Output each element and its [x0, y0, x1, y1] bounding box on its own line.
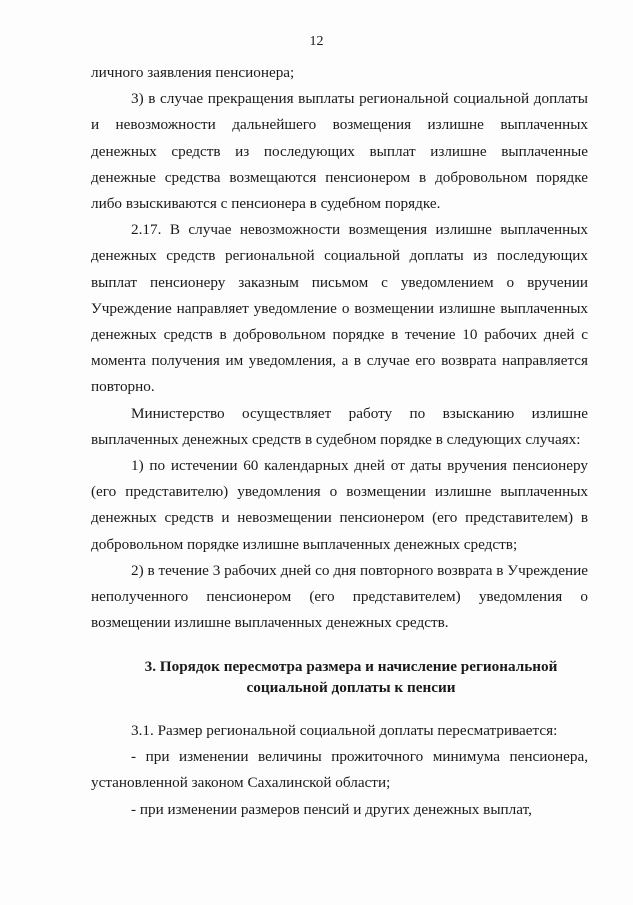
paragraph-2-17: 2.17. В случае невозможности возмещения излишне выплаченных денежных средств региональной социальной доплаты из последующих выплат пенсионеру заказным письмом с уведомлением о вручении Учреждение направляет уведомление о возмещении излишне выплаченных денежных средств в добровольном порядке в течение 10 рабочих дней с момента получения им уведомления, а в случае его возврата направляется повторно. — [91, 221, 588, 396]
paragraph-case-1: 1) по истечении 60 календарных дней от даты вручения пенсионеру (его представителю) уведомления о возмещении излишне выплаченных денежных средств и невозмещении пенсионером (его представителем) в добровольном порядке излишне выплаченных денежных средств; — [91, 457, 588, 553]
section-heading-line-1: 3. Порядок пересмотра размера и начисление региональной — [144, 658, 558, 675]
paragraph-pensions: - при изменении размеров пенсий и других денежных выплат, — [131, 800, 532, 818]
paragraph-ministry: Министерство осуществляет работу по взысканию излишне выплаченных денежных средств в судебном порядке в следующих случаях: — [91, 404, 588, 448]
paragraph-3-1: 3.1. Размер региональной социальной доплаты пересматривается: — [131, 722, 558, 739]
paragraph-continuation: личного заявления пенсионера; — [91, 64, 295, 81]
body-text — [91, 60, 588, 636]
page-number: 12 — [309, 34, 324, 49]
paragraph-subsistence: - при изменении величины прожиточного минимума пенсионера, установленной законом Сахалинской области; — [91, 748, 588, 792]
section-body-text — [91, 718, 588, 823]
paragraph-case-2: 2) в течение 3 рабочих дней со дня повторного возврата в Учреждение неполученного пенсионером (его представителем) уведомления о возмещении излишне выплаченных денежных средств. — [91, 561, 588, 632]
section-heading — [91, 656, 611, 698]
section-heading-line-2: социальной доплаты к пенсии — [246, 679, 456, 696]
paragraph-item-3: 3) в случае прекращения выплаты региональной социальной доплаты и невозможности дальнейшего возмещения излишне выплаченных денежных средств из последующих выплат излишне выплаченные денежные средства возмещаются пенсионером в добровольном порядке либо взыскиваются с пенсионера в судебном порядке. — [91, 90, 588, 213]
